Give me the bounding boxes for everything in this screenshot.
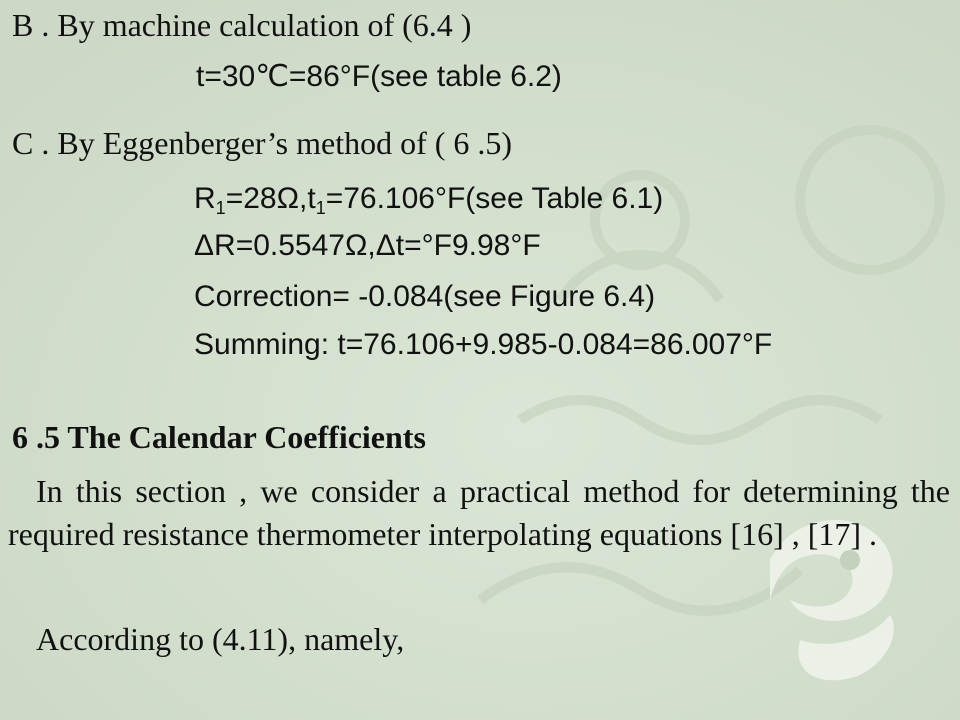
r1-equation (194, 180, 663, 218)
summing-line: Summing: t=76.106+9.985-0.084=86.007°F (194, 328, 773, 361)
delta-equation: ΔR=0.5547Ω,Δt=°F9.98°F (194, 229, 541, 262)
r1-tail: =76.106°F(see Table 6.1) (325, 182, 664, 215)
section-b-result: t=30℃=86°F(see table 6.2) (196, 60, 562, 93)
section-b-heading: B . By machine calculation of (6.4 ) (12, 7, 472, 43)
body-paragraph (8, 470, 950, 556)
section-c-heading: C . By Eggenberger’s method of ( 6 .5) (12, 125, 513, 161)
paragraph-text: In this section , we consider a practical method for determining the required resistance thermometer interpolating equations [16] , [17] . (8, 473, 950, 552)
correction-line: Correction= -0.084(see Figure 6.4) (194, 280, 656, 313)
section-title: 6 .5 The Calendar Coefficients (12, 419, 426, 455)
r1-middle: =28Ω,t (225, 182, 316, 215)
closing-line: According to (4.11), namely, (36, 621, 405, 657)
r1-subscript: 1 (215, 198, 226, 218)
t1-subscript: 1 (315, 198, 326, 218)
r1-symbol: R (194, 182, 216, 215)
